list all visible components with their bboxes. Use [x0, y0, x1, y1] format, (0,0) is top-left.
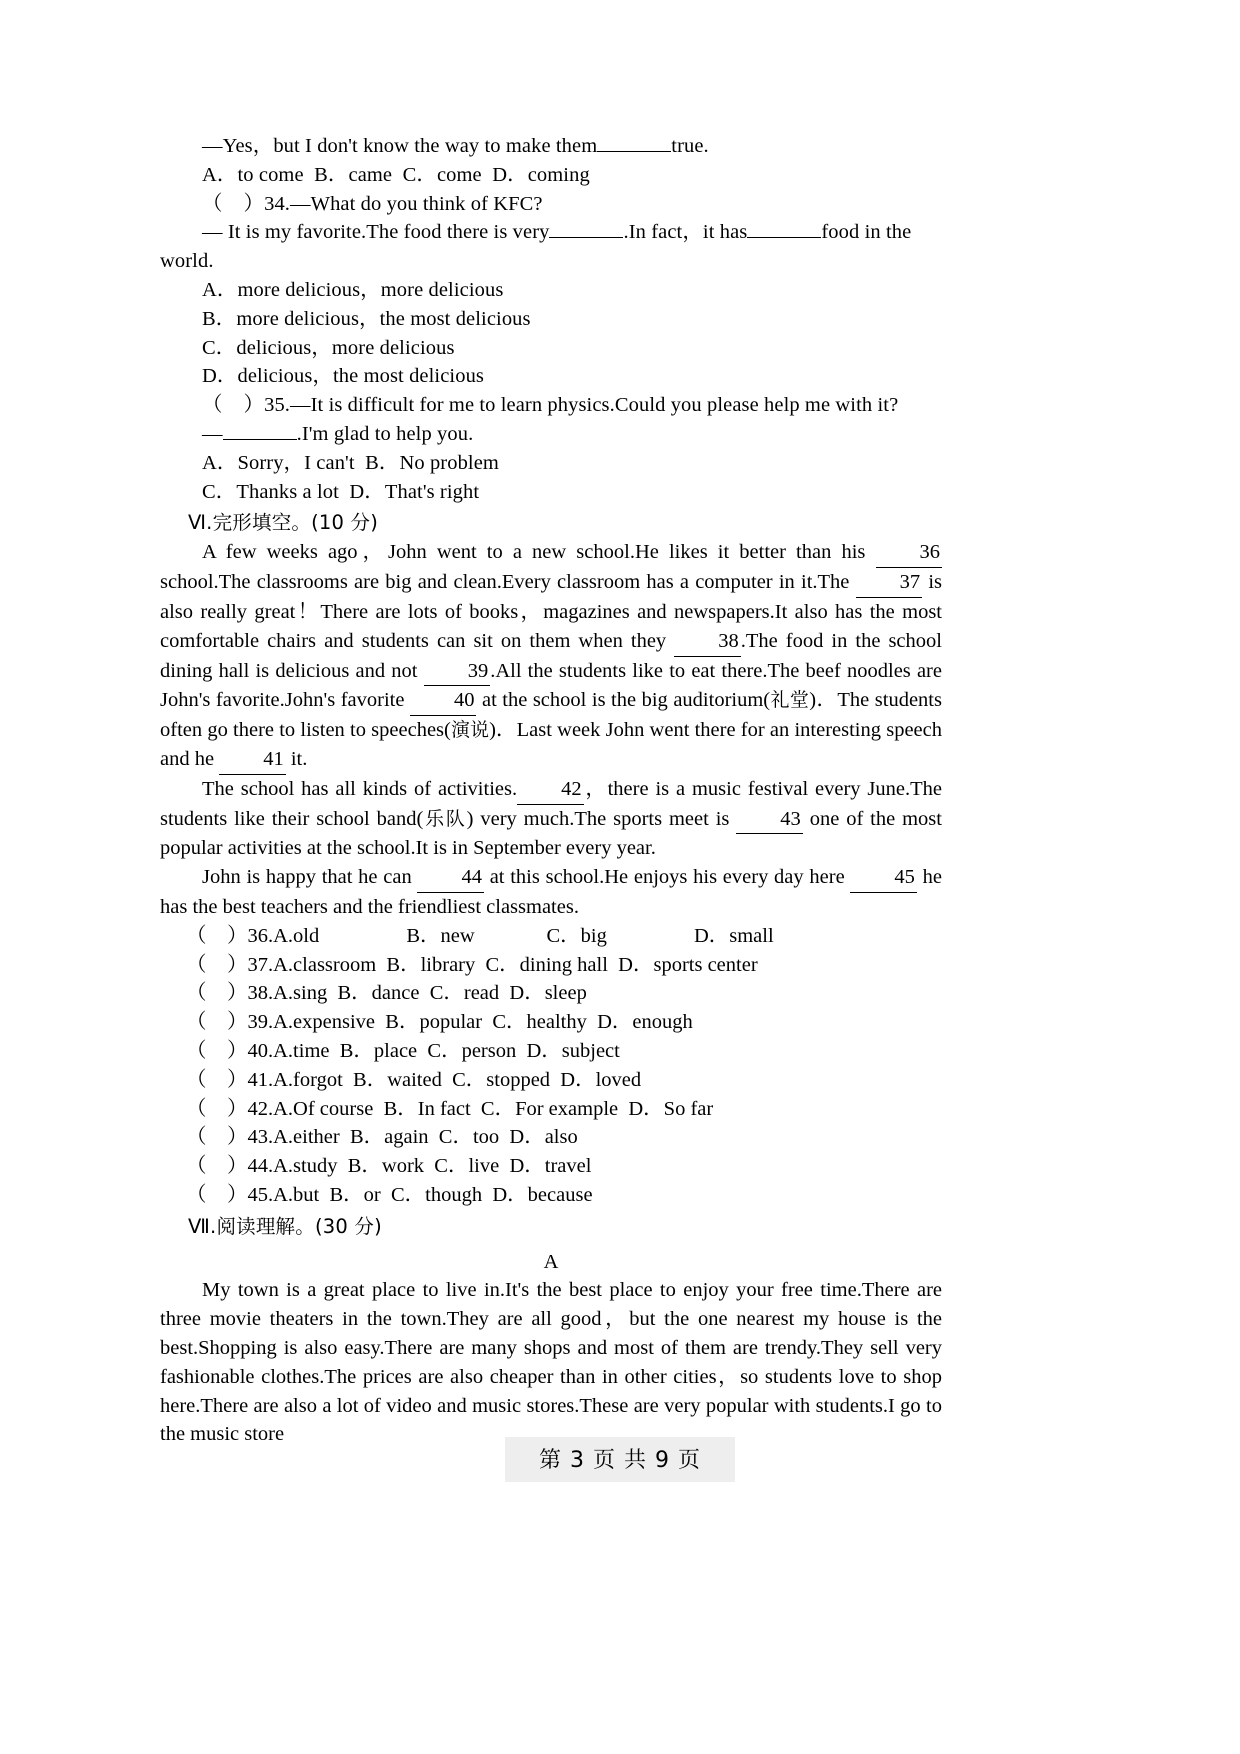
cloze-p1-text-d: .The food in the school dining hall is delicious and not [160, 629, 942, 682]
cloze-question-45: （ ）45.A.but B．or C．though D．because [186, 1183, 593, 1206]
cloze-paragraph-1 [160, 538, 942, 774]
page-footer [0, 1437, 1240, 1482]
q34-reply-part1: — It is my favorite.The food there is very [202, 221, 550, 244]
q35-stem: —It is difficult for me to learn physics.Could you please help me with it? [290, 394, 899, 417]
cloze-gloss-band: 乐队 [423, 807, 467, 830]
cloze-blank-40: 40 [410, 686, 477, 716]
page-number-label: 第 3 页 共 9 页 [505, 1437, 735, 1482]
q35-blank [223, 420, 297, 440]
q34-blank-1 [549, 219, 623, 239]
cloze-blank-38: 38 [674, 627, 741, 657]
cloze-p1-text-a: A few weeks ago，John went to a new school.He likes it better than his [202, 541, 876, 564]
cloze-p3-text-a: John is happy that he can [202, 866, 418, 889]
q35-reply-part1: — [202, 422, 223, 445]
cloze-question-37: （ ）37.A.classroom B．library C．dining hall D．sports center [186, 953, 758, 976]
cloze-p2-text-c: ) very much.The sports meet is [466, 807, 737, 830]
cloze-gloss-speeches: 演说 [450, 719, 490, 742]
cloze-p1-text-f: at the school is the big auditorium( [476, 689, 771, 712]
q35-marker: （ ）35. [202, 394, 291, 417]
question-35-option-cd: C．Thanks a lot D．That's right [202, 480, 480, 503]
cloze-question-36: （ ）36.A.old B．new C．big D．small [186, 924, 774, 947]
question-33-options: A．to come B．came C．come D．coming [202, 163, 590, 186]
cloze-p1-text-g: )．The students often go there to listen to speeches( [160, 689, 942, 742]
cloze-question-42: （ ）42.A.Of course B．In fact C．For example D．So far [186, 1097, 714, 1120]
cloze-gloss-auditorium: 礼堂 [770, 689, 810, 712]
page-content [160, 132, 942, 1449]
q33-answer-text: —Yes，but I don't know the way to make them [202, 135, 598, 157]
cloze-blank-45: 45 [850, 863, 917, 893]
cloze-blank-42: 42 [517, 775, 584, 805]
cloze-paragraph-3 [160, 863, 942, 922]
cloze-p1-text-i: it. [285, 747, 308, 770]
cloze-blank-44: 44 [417, 863, 484, 893]
q34-reply-part3: food in the [821, 221, 912, 244]
cloze-question-39: （ ）39.A.expensive B．popular C．healthy D．enough [186, 1011, 693, 1034]
cloze-blank-36: 36 [876, 538, 943, 568]
cloze-p2-text-b: ，there is a music festival every June.The students like their school band( [160, 777, 942, 830]
q34-stem: —What do you think of KFC? [290, 192, 543, 215]
question-35-stem-line [160, 391, 942, 420]
question-34-option-a: A．more delicious，more delicious [202, 278, 504, 301]
reading-subsection-label-a: A [543, 1250, 559, 1273]
cloze-p3-text-c: he has the best teachers and the friendliest classmates. [160, 866, 942, 918]
cloze-blank-41: 41 [219, 745, 286, 775]
cloze-blank-39: 39 [424, 657, 491, 687]
section-heading-cloze [160, 508, 942, 538]
cloze-question-44: （ ）44.A.study B．work C．live D．travel [186, 1155, 592, 1178]
cloze-p1-text-h: )．Last week John went there for an interesting speech and he [160, 719, 942, 770]
question-35-reply-line [160, 420, 942, 449]
question-34-option-b: B．more delicious，the most delicious [202, 307, 531, 330]
cloze-question-40: （ ）40.A.time B．place C．person D．subject [186, 1039, 620, 1062]
question-34-stem-line [160, 190, 942, 219]
q35-reply-part2: .I'm glad to help you. [296, 422, 474, 445]
q34-marker: （ ）34. [202, 192, 291, 215]
section-numeral-6: Ⅵ. [188, 511, 213, 535]
cloze-paragraph-2 [160, 775, 942, 863]
cloze-blank-43: 43 [736, 805, 803, 835]
q34-reply-part2: .In fact，it has [623, 221, 748, 244]
section-numeral-7: Ⅶ. [188, 1214, 217, 1238]
q33-blank [597, 132, 671, 152]
section-score-reading: (30 分) [314, 1214, 382, 1238]
question-34-option-c: C．delicious，more delicious [202, 336, 455, 359]
question-34-option-d: D．delicious，the most delicious [202, 365, 484, 388]
cloze-p1-text-c: is also really great！There are lots of books，magazines and newspapers.It also has the most comfortable chairs and students can sit on them when they [160, 571, 942, 652]
question-34-reply-line [160, 218, 942, 247]
reading-passage-a: My town is a great place to live in.It's the best place to enjoy your free time.There are three movie theaters in the town.They are all good，but the one nearest my house is the best.Shopping is also easy.There are many shops and most of them are trendy.They sell very fashionable clothes.The prices are also cheaper than in other cities，so students love to shop here.There are also a lot of video and music stores.These are very popular with students.I go to the music store [160, 1279, 942, 1446]
cloze-p3-text-b: at this school.He enjoys his every day here [483, 866, 851, 889]
cloze-blank-37: 37 [856, 568, 923, 598]
cloze-p2-text-d: one of the most popular activities at the school.It is in September every year. [160, 807, 942, 860]
section-title-cloze: 完形填空。 [212, 511, 312, 535]
cloze-p1-text-e: .All the students like to eat there.The beef noodles are John's favorite.John's favorite [160, 659, 942, 712]
question-34-reply-line-wrap: world. [160, 250, 214, 273]
cloze-question-38: （ ）38.A.sing B．dance C．read D．sleep [186, 982, 587, 1005]
q34-blank-2 [747, 219, 821, 239]
cloze-question-41: （ ）41.A.forgot B．waited C．stopped D．loved [186, 1068, 642, 1091]
section-title-reading: 阅读理解。 [216, 1214, 315, 1238]
q33-answer-tail: true. [671, 135, 709, 157]
cloze-p2-text-a: The school has all kinds of activities. [202, 777, 518, 800]
section-score-cloze: (10 分) [311, 511, 379, 535]
cloze-question-43: （ ）43.A.either B．again C．too D．also [186, 1126, 578, 1149]
section-heading-reading [160, 1212, 942, 1242]
question-35-option-ab: A．Sorry，I can't B．No problem [202, 451, 499, 474]
cloze-p1-text-b: school.The classrooms are big and clean.Every classroom has a computer in it.The [160, 571, 856, 594]
question-33-answer-line [160, 132, 942, 161]
